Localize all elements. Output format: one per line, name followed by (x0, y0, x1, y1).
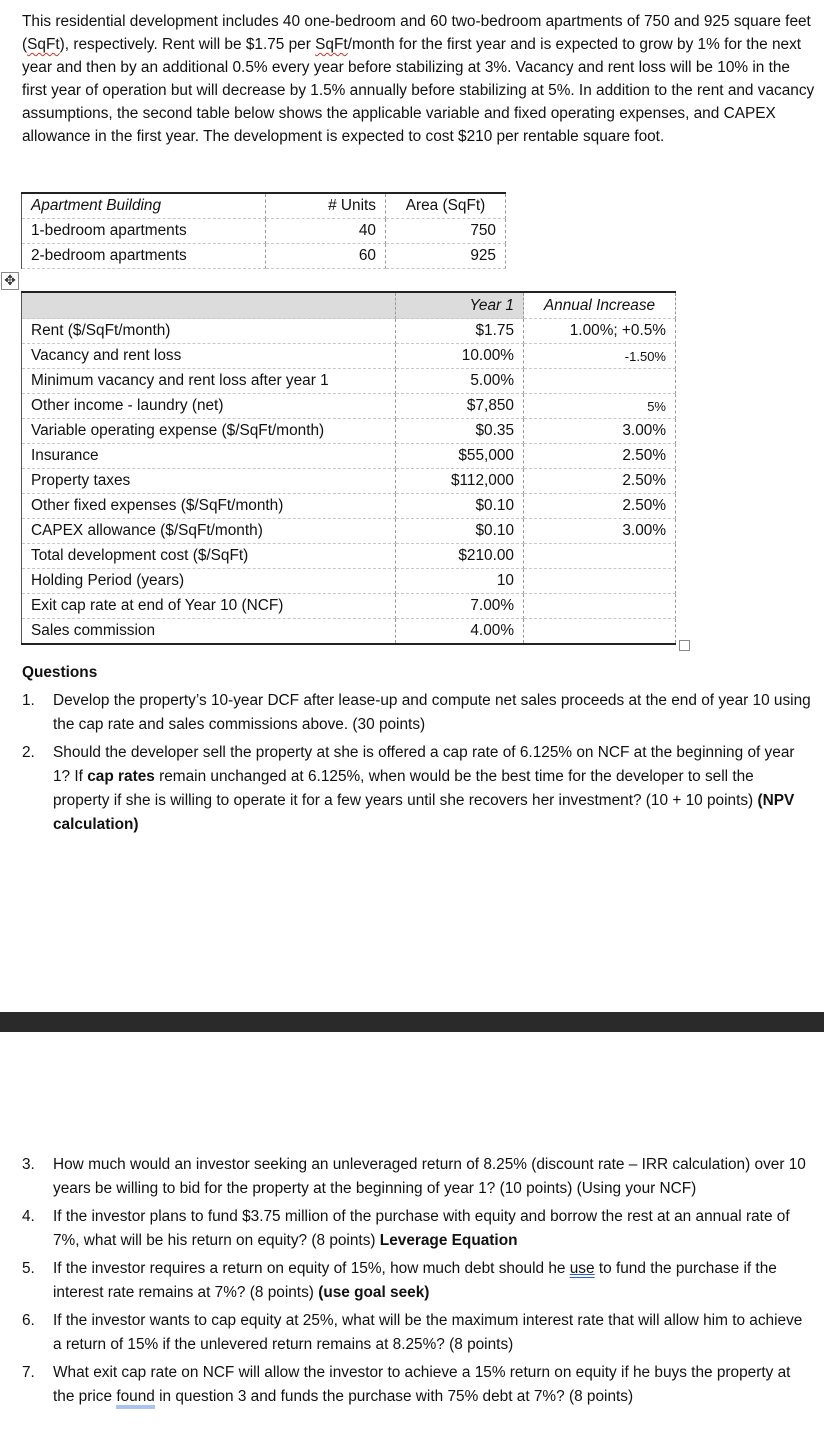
table-cell: 10 (396, 569, 524, 594)
table-cell: CAPEX allowance ($/SqFt/month) (22, 519, 396, 544)
table-cell: Other income - laundry (net) (22, 394, 396, 419)
header-cell (22, 292, 396, 319)
sqft-term: SqFt (27, 36, 60, 54)
table-cell: 7.00% (396, 594, 524, 619)
table-cell: 3.00% (524, 519, 676, 544)
questions-title: Questions (22, 664, 98, 681)
table-cell: Property taxes (22, 469, 396, 494)
list-item (22, 741, 812, 837)
table-cell: $7,850 (396, 394, 524, 419)
question-text: Should the developer sell the property at she is offered a cap rate of 6.125% on NCF at the beginning of year 1? If cap rates remain unchanged at 6.125%, when would be the best time for the developer to sell the property if she is willing to operate it for a few years until she recovers her investment? (10 + 10 points) (NPV calculation) (53, 744, 795, 833)
header-cell: Area (SqFt) (386, 193, 506, 219)
table-cell: 10.00% (396, 344, 524, 369)
table-cell: $0.35 (396, 419, 524, 444)
table-cell: Sales commission (22, 619, 396, 645)
assumptions-table (21, 291, 676, 645)
list-item (22, 1153, 812, 1201)
question-number: 5. (22, 1260, 35, 1277)
question-list (22, 1153, 812, 1413)
table-row (22, 569, 676, 594)
table-cell: $112,000 (396, 469, 524, 494)
table-cell: $1.75 (396, 319, 524, 344)
table-cell: 2-bedroom apartments (22, 244, 266, 269)
list-item (22, 689, 812, 737)
table-cell: 2.50% (524, 444, 676, 469)
table-cell: 60 (266, 244, 386, 269)
table-row (22, 394, 676, 419)
table-row (22, 344, 676, 369)
table-cell: 1-bedroom apartments (22, 219, 266, 244)
table-row (22, 419, 676, 444)
table-cell: Vacancy and rent loss (22, 344, 396, 369)
table-cell: Total development cost ($/SqFt) (22, 544, 396, 569)
table-row (22, 544, 676, 569)
table-cell (524, 619, 676, 645)
table-row (22, 444, 676, 469)
table-cell: Variable operating expense ($/SqFt/month) (22, 419, 396, 444)
table-cell: 2.50% (524, 494, 676, 519)
header-cell: # Units (266, 193, 386, 219)
table-cell: Rent ($/SqFt/month) (22, 319, 396, 344)
sqft-term: SqFt (315, 36, 348, 54)
table-cell (524, 594, 676, 619)
table-row (22, 494, 676, 519)
question-number: 6. (22, 1312, 35, 1329)
table-cell: 1.00%; +0.5% (524, 319, 676, 344)
question-number: 3. (22, 1156, 35, 1173)
list-item (22, 1361, 812, 1409)
table-row (22, 519, 676, 544)
table-cell: -1.50% (524, 344, 676, 369)
table-cell: 5.00% (396, 369, 524, 394)
table-cell (524, 544, 676, 569)
table-cell: 5% (524, 394, 676, 419)
question-text: If the investor wants to cap equity at 25%, what will be the maximum interest rate that will allow him to achieve a return of 15% if the unlevered return remains at 8.25%? (8 points) (53, 1312, 803, 1353)
question-number: 2. (22, 744, 35, 761)
page-divider (0, 1012, 824, 1032)
table-row (22, 244, 506, 269)
question-number: 1. (22, 692, 35, 709)
table-cell: $0.10 (396, 519, 524, 544)
table-resize-handle[interactable] (679, 640, 690, 651)
question-text: Develop the property’s 10-year DCF after lease-up and compute net sales proceeds at the end of year 10 using the cap rate and sales commissions above. (30 points) (53, 692, 811, 733)
question-number: 7. (22, 1364, 35, 1381)
table-row (22, 319, 676, 344)
header-cell: Year 1 (396, 292, 524, 319)
table-cell: 3.00% (524, 419, 676, 444)
table-cell: Insurance (22, 444, 396, 469)
table-move-icon[interactable]: ✥ (1, 272, 19, 290)
question-list (22, 689, 812, 841)
table-row (22, 594, 676, 619)
table-cell: $0.10 (396, 494, 524, 519)
question-text: What exit cap rate on NCF will allow the investor to achieve a 15% return on equity if he buys the property at the price found in question 3 and funds the purchase with 75% debt at 7%? (8 points) (53, 1364, 790, 1409)
table-cell: 40 (266, 219, 386, 244)
table-cell: 925 (386, 244, 506, 269)
question-text: If the investor requires a return on equity of 15%, how much debt should he use to fund the purchase if the interest rate remains at 7%? (8 points) (use goal seek) (53, 1260, 777, 1301)
list-item (22, 1257, 812, 1305)
question-text: If the investor plans to fund $3.75 million of the purchase with equity and borrow the rest at an annual rate of 7%, what will be his return on equity? (8 points) Leverage Equation (53, 1208, 790, 1249)
table-cell (524, 369, 676, 394)
question-number: 4. (22, 1208, 35, 1225)
table-cell: $55,000 (396, 444, 524, 469)
table-header-row (22, 292, 676, 319)
table-cell: $210.00 (396, 544, 524, 569)
table-cell: Other fixed expenses ($/SqFt/month) (22, 494, 396, 519)
table-row (22, 469, 676, 494)
intro-paragraph: This residential development includes 40 one-bedroom and 60 two-bedroom apartments of 750 and 925 square feet (SqFt), respectively. Rent will be $1.75 per SqFt/month for the first year and is expected to grow by 1% for the next year and then by an additional 0.5% every year before stabilizing at 3%. Vacancy and rent loss will be 10% in the first year of operation but will decrease by 1.5% annually before stabilizing at 5%. In addition to the rent and vacancy assumptions, the second table below shows the applicable variable and fixed operating expenses, and CAPEX allowance in the first year. The development is expected to cost $210 per rentable square foot. (22, 13, 815, 146)
header-cell: Annual Increase (524, 292, 676, 319)
apartment-table (21, 192, 506, 269)
table-row (22, 219, 506, 244)
table-cell (524, 569, 676, 594)
table-cell: 4.00% (396, 619, 524, 645)
table-cell: 2.50% (524, 469, 676, 494)
table-cell: Holding Period (years) (22, 569, 396, 594)
header-cell: Apartment Building (22, 193, 266, 219)
table-cell: Exit cap rate at end of Year 10 (NCF) (22, 594, 396, 619)
list-item (22, 1205, 812, 1253)
table-cell: Minimum vacancy and rent loss after year 1 (22, 369, 396, 394)
table-cell: 750 (386, 219, 506, 244)
table-header-row (22, 193, 506, 219)
list-item (22, 1309, 812, 1357)
table-row (22, 619, 676, 645)
table-row (22, 369, 676, 394)
question-text: How much would an investor seeking an unleveraged return of 8.25% (discount rate – IRR calculation) over 10 years be willing to bid for the property at the beginning of year 1? (10 points) (Using your NCF) (53, 1156, 806, 1197)
